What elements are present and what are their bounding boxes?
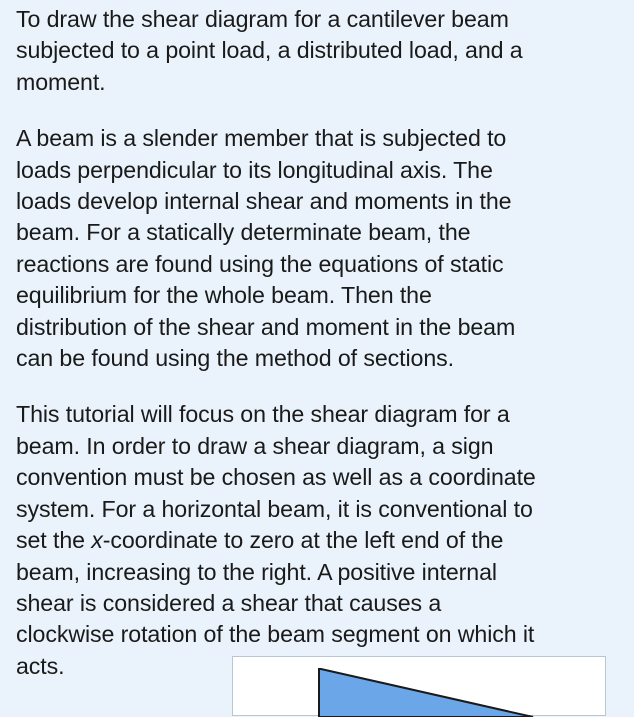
text-line: A beam is a slender member that is subjected to	[16, 125, 507, 152]
objective-paragraph	[16, 4, 616, 98]
text-line: acts.	[16, 652, 65, 679]
shear-region-shape	[319, 669, 533, 717]
text-line: beam. For a statically determinate beam, the	[16, 219, 471, 246]
text-line: beam, increasing to the right. A positive internal	[16, 558, 497, 585]
text-line: can be found using the method of sections.	[16, 345, 454, 372]
text-line: loads develop internal shear and moments in the	[16, 188, 512, 215]
text-line: reactions are found using the equations of static	[16, 250, 504, 277]
beam-intro-paragraph	[16, 123, 616, 374]
shear-convention-paragraph	[16, 399, 616, 682]
text-line: beam. In order to draw a shear diagram, a sign	[16, 432, 494, 459]
text-line: subjected to a point load, a distributed load, and a	[16, 37, 523, 64]
x-variable: x	[91, 527, 103, 554]
text-line	[16, 525, 616, 556]
text-line: moment.	[16, 68, 106, 95]
text-line: system. For a horizontal beam, it is conventional to	[16, 495, 533, 522]
text-line: shear is considered a shear that causes a	[16, 589, 442, 616]
shear-diagram-figure	[232, 656, 606, 716]
text-line: equilibrium for the whole beam. Then the	[16, 282, 432, 309]
text-fragment: -coordinate to zero at the left end of the	[102, 527, 504, 554]
text-line: This tutorial will focus on the shear diagram for a	[16, 401, 510, 428]
text-line: distribution of the shear and moment in the beam	[16, 313, 516, 340]
text-line: convention must be chosen as well as a coordinate	[16, 464, 536, 491]
text-line: clockwise rotation of the beam segment on which it	[16, 621, 535, 648]
text-fragment: set the	[16, 527, 92, 554]
text-line: loads perpendicular to its longitudinal axis. The	[16, 156, 493, 183]
text-line: To draw the shear diagram for a cantilever beam	[16, 6, 509, 32]
shear-diagram-graphic	[233, 657, 607, 717]
